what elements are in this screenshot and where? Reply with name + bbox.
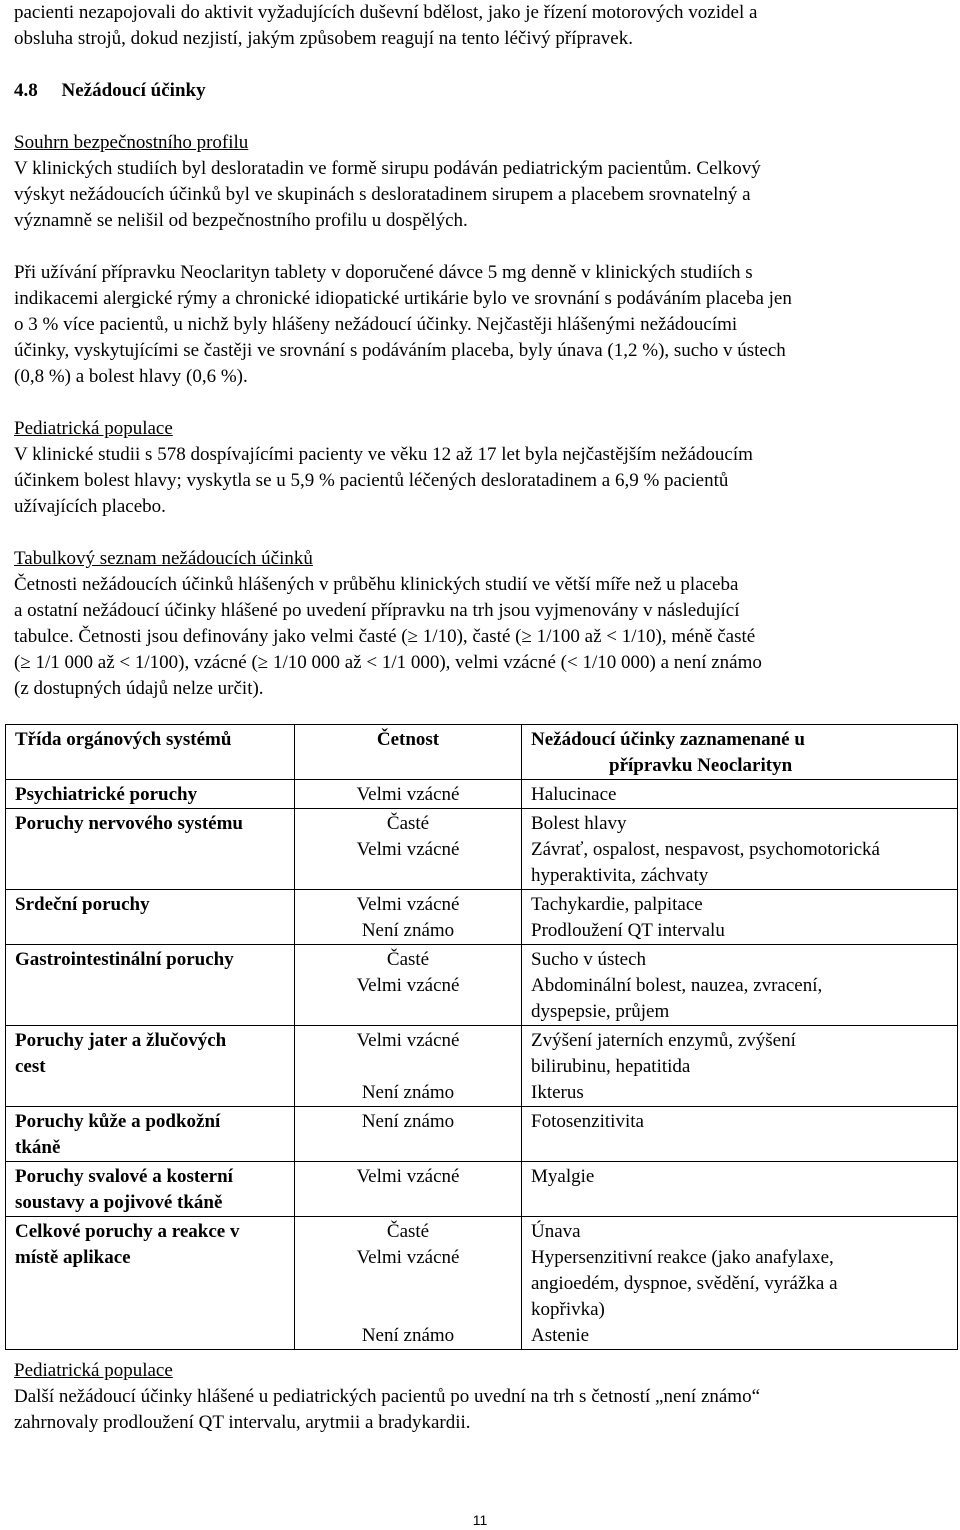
pediatric-heading: Pediatrická populace — [14, 418, 173, 439]
frequency-cell-line: Velmi vzácné — [356, 784, 460, 805]
frequency-cell-line: Není známo — [361, 1082, 455, 1103]
effects-cell-line: angioedém, dyspnoe, svědění, vyrážka a — [531, 1273, 838, 1294]
frequency-cell-line: Není známo — [361, 1325, 455, 1346]
frequency-cell-line: Velmi vzácné — [356, 1030, 460, 1051]
intro-line: obsluha strojů, dokud nezjistí, jakým způsobem reagují na tento léčivý přípravek. — [14, 28, 633, 49]
frequency-cell-line: Není známo — [361, 920, 455, 941]
effects-cell — [522, 1026, 958, 1107]
pediatric-heading: Pediatrická populace — [14, 1360, 173, 1381]
soc-cell — [6, 1026, 295, 1107]
frequency-cell — [295, 890, 522, 945]
table-row — [6, 1162, 958, 1217]
effects-cell — [522, 890, 958, 945]
frequency-cell-line: Časté — [386, 949, 430, 970]
table-row — [6, 780, 958, 809]
soc-cell — [6, 1107, 295, 1162]
frequency-cell — [295, 1162, 522, 1217]
document-page — [14, 0, 944, 702]
frequency-cell — [295, 1026, 522, 1107]
paragraph-line: (≥ 1/1 000 až < 1/100), vzácné (≥ 1/10 000 až < 1/1 000), velmi vzácné (< 1/10 000) a není známo — [14, 652, 762, 673]
effects-cell — [522, 945, 958, 1026]
cell-spacer — [297, 1054, 519, 1080]
header-effects-line: přípravku Neoclarityn — [609, 755, 793, 776]
effects-cell-line: Astenie — [531, 1325, 590, 1346]
paragraph-line: zahrnovaly prodloužení QT intervalu, arytmii a bradykardii. — [14, 1412, 471, 1433]
tabular-list-heading: Tabulkový seznam nežádoucích účinků — [14, 548, 313, 569]
effects-cell-line: Ikterus — [531, 1082, 584, 1103]
paragraph-line: tabulce. Četnosti jsou definovány jako velmi časté (≥ 1/10), časté (≥ 1/100 až < 1/10), méně časté — [14, 626, 756, 647]
frequency-cell-line: Není známo — [361, 1111, 455, 1132]
soc-cell-line: Poruchy svalové a kosterní — [15, 1166, 233, 1187]
soc-cell-line: Srdeční poruchy — [15, 894, 150, 915]
header-effects-line: Nežádoucí účinky zaznamenané u — [531, 729, 805, 750]
effects-cell-line: Bolest hlavy — [531, 813, 627, 834]
effects-cell-line: Únava — [531, 1221, 581, 1242]
soc-cell — [6, 890, 295, 945]
paragraph-line: indikacemi alergické rýmy a chronické idiopatické urtikárie bylo ve srovnání s podáváním placeba jen — [14, 288, 792, 309]
frequency-cell — [295, 1217, 522, 1350]
section-heading — [14, 78, 944, 104]
effects-cell — [522, 1162, 958, 1217]
effects-cell-line: Sucho v ústech — [531, 949, 647, 970]
cell-spacer — [297, 1271, 519, 1297]
frequency-cell-line: Velmi vzácné — [356, 839, 460, 860]
table-row — [6, 945, 958, 1026]
effects-cell — [522, 1217, 958, 1350]
soc-cell-line: Poruchy jater a žlučových — [15, 1030, 227, 1051]
effects-cell — [522, 780, 958, 809]
frequency-cell-line: Časté — [386, 813, 430, 834]
page-number: 11 — [472, 1512, 488, 1528]
table-row — [6, 1217, 958, 1350]
section-number: 4.8 — [14, 80, 38, 101]
paragraph-line: (0,8 %) a bolest hlavy (0,6 %). — [14, 366, 248, 387]
effects-cell-line: hyperaktivita, záchvaty — [531, 865, 709, 886]
paragraph-line: výskyt nežádoucích účinků byl ve skupinách s desloratadinem sirupem a placebem srovnatelný a — [14, 184, 751, 205]
soc-cell-line: Celkové poruchy a reakce v — [15, 1221, 240, 1242]
effects-cell-line: Halucinace — [531, 784, 617, 805]
effects-cell-line: Zvýšení jaterních enzymů, zvýšení — [531, 1030, 796, 1051]
paragraph-line: a ostatní nežádoucí účinky hlášené po uvedení přípravku na trh jsou vyjmenovány v následující — [14, 600, 740, 621]
paragraph-line: V klinické studii s 578 dospívajícími pacienty ve věku 12 až 17 let byla nejčastějším nežádoucím — [14, 444, 753, 465]
soc-cell-line: soustavy a pojivové tkáně — [15, 1192, 223, 1213]
frequency-cell-line: Velmi vzácné — [356, 975, 460, 996]
effects-cell-line: bilirubinu, hepatitida — [531, 1056, 691, 1077]
effects-cell-line: Prodloužení QT intervalu — [531, 920, 725, 941]
soc-cell — [6, 945, 295, 1026]
paragraph-line: Při užívání přípravku Neoclarityn tablety v doporučené dávce 5 mg denně v klinických studiích s — [14, 262, 753, 283]
intro-line: pacienti nezapojovali do aktivit vyžadujících duševní bdělost, jako je řízení motorových vozidel a — [14, 2, 758, 23]
soc-cell — [6, 1162, 295, 1217]
paragraph-line: účinky, vyskytujícími se častěji ve srovnání s podáváním placeba, byly únava (1,2 %), sucho v ústech — [14, 340, 786, 361]
soc-cell — [6, 1217, 295, 1350]
section-title: Nežádoucí účinky — [61, 80, 206, 101]
frequency-cell — [295, 945, 522, 1026]
adverse-effects-table — [5, 724, 958, 1350]
frequency-cell — [295, 780, 522, 809]
frequency-cell-line: Časté — [386, 1221, 430, 1242]
effects-cell — [522, 809, 958, 890]
effects-cell-line: kopřivka) — [531, 1299, 605, 1320]
soc-cell-line: Poruchy kůže a podkožní — [15, 1111, 221, 1132]
safety-profile-heading: Souhrn bezpečnostního profilu — [14, 132, 249, 153]
header-soc: Třída orgánových systémů — [6, 725, 295, 780]
table-row — [6, 1107, 958, 1162]
effects-cell-line: dyspepsie, průjem — [531, 1001, 670, 1022]
soc-cell-line: Gastrointestinální poruchy — [15, 949, 234, 970]
frequency-cell — [295, 809, 522, 890]
paragraph-line: V klinických studiích byl desloratadin ve formě sirupu podáván pediatrickým pacientům. Celkový — [14, 158, 761, 179]
soc-cell-line: Poruchy nervového systému — [15, 813, 243, 834]
paragraph-line: (z dostupných údajů nelze určit). — [14, 678, 264, 699]
header-effects — [522, 725, 958, 780]
table-row — [6, 890, 958, 945]
frequency-cell-line: Velmi vzácné — [356, 1166, 460, 1187]
effects-cell — [522, 1107, 958, 1162]
effects-cell-line: Závrať, ospalost, nespavost, psychomotorická — [531, 839, 880, 860]
soc-cell-line: tkáně — [15, 1137, 61, 1158]
soc-cell-line: Psychiatrické poruchy — [15, 784, 198, 805]
table-body — [6, 780, 958, 1350]
soc-cell-line: místě aplikace — [15, 1247, 131, 1268]
frequency-cell-line: Velmi vzácné — [356, 1247, 460, 1268]
effects-cell-line: Fotosenzitivita — [531, 1111, 644, 1132]
table-row — [6, 1026, 958, 1107]
table-header-row — [6, 725, 958, 780]
paragraph-line: o 3 % více pacientů, u nichž byly hlášeny nežádoucí účinky. Nejčastěji hlášenými nežádoucími — [14, 314, 738, 335]
soc-cell — [6, 780, 295, 809]
cell-spacer — [297, 1297, 519, 1323]
paragraph-line: Další nežádoucí účinky hlášené u pediatrických pacientů po uvední na trh s četností „není známo“ — [14, 1386, 761, 1407]
paragraph-line: významně se nelišil od bezpečnostního profilu u dospělých. — [14, 210, 468, 231]
effects-cell-line: Tachykardie, palpitace — [531, 894, 703, 915]
frequency-cell — [295, 1107, 522, 1162]
paragraph-line: účinkem bolest hlavy; vyskytla se u 5,9 % pacientů léčených desloratadinem a 6,9 % pacientů — [14, 470, 729, 491]
paragraph-line: Četnosti nežádoucích účinků hlášených v průběhu klinických studií ve větší míře než u placeba — [14, 574, 739, 595]
effects-cell-line: Abdominální bolest, nauzea, zvracení, — [531, 975, 823, 996]
effects-cell-line: Hypersenzitivní reakce (jako anafylaxe, — [531, 1247, 834, 1268]
soc-cell-line: cest — [15, 1056, 46, 1077]
pediatric-section-2 — [14, 1358, 944, 1436]
frequency-cell-line: Velmi vzácné — [356, 894, 460, 915]
soc-cell — [6, 809, 295, 890]
paragraph-line: užívajících placebo. — [14, 496, 166, 517]
effects-cell-line: Myalgie — [531, 1166, 595, 1187]
table-row — [6, 809, 958, 890]
header-frequency: Četnost — [295, 725, 522, 780]
